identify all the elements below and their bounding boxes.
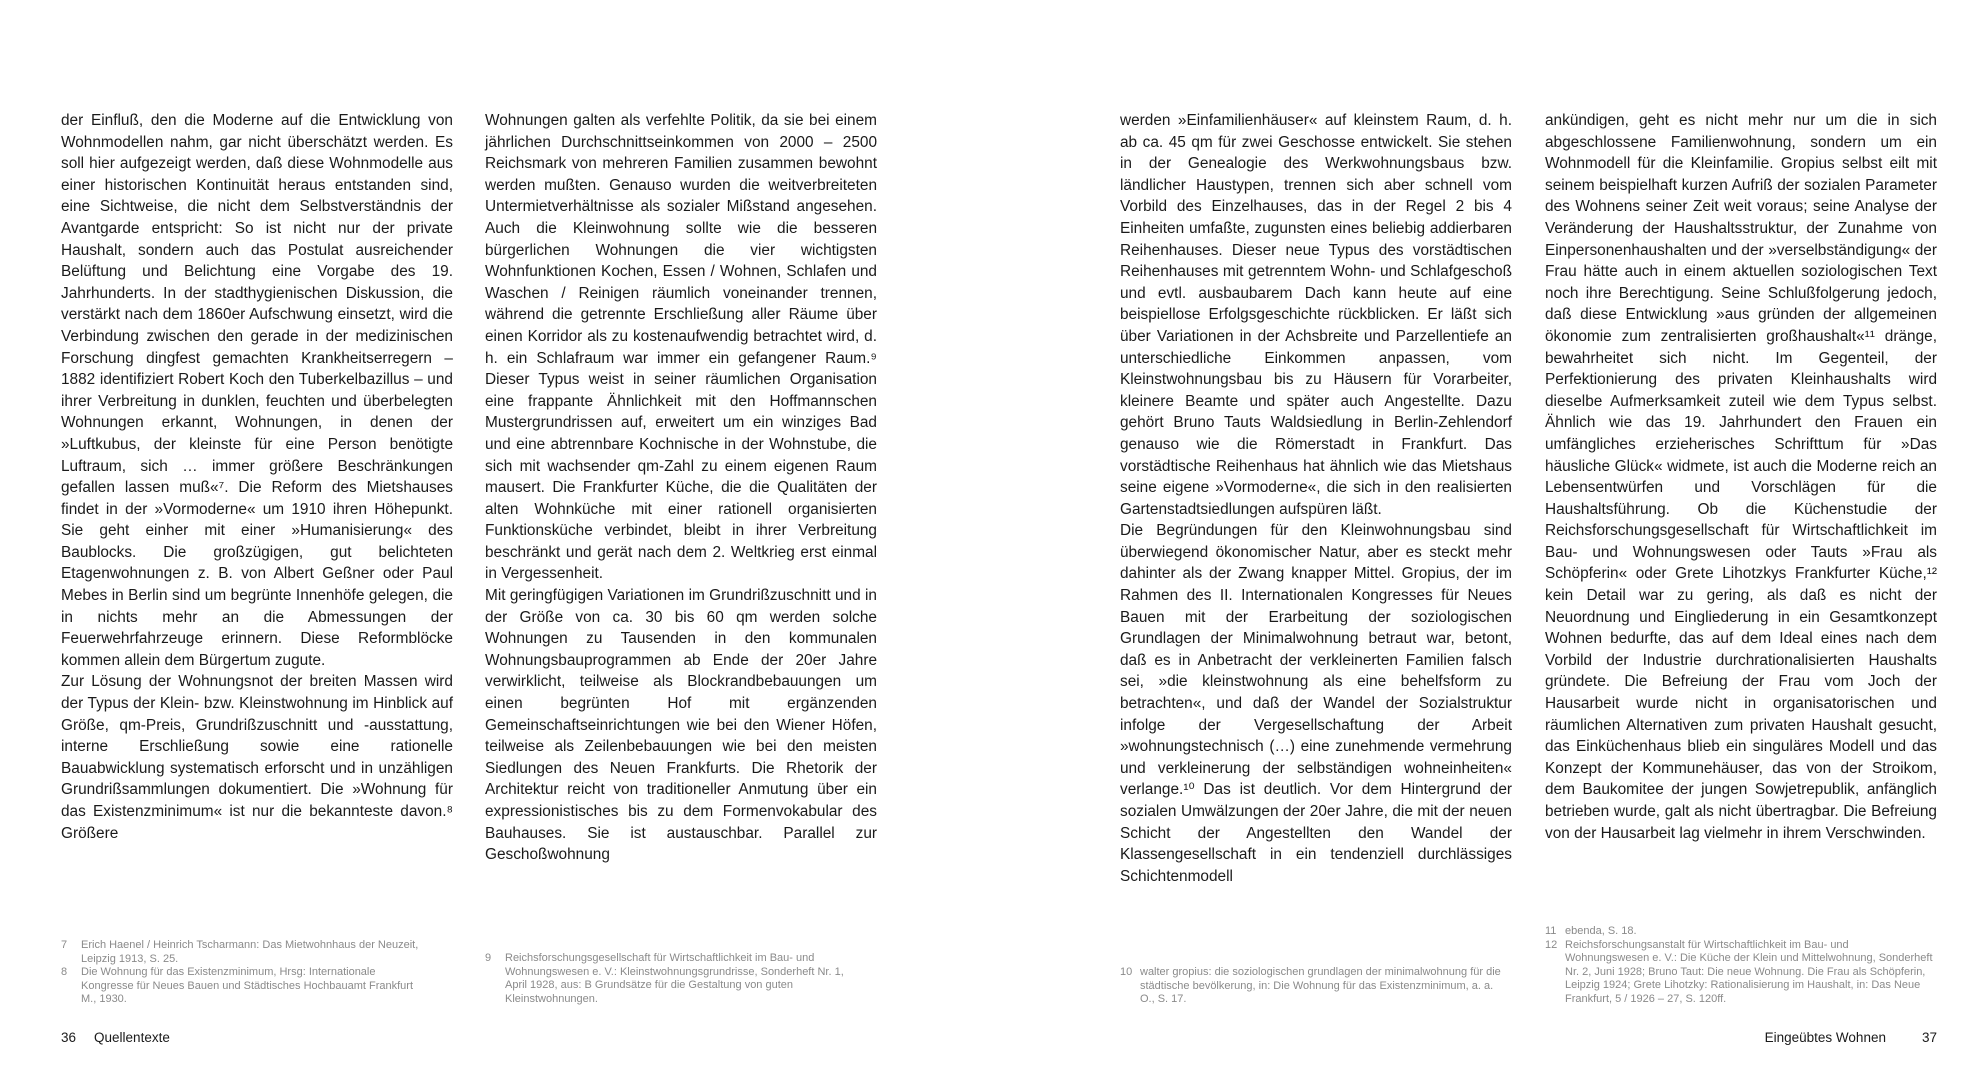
footnote xyxy=(1545,939,1935,1007)
footnote-text: Die Wohnung für das Existenzminimum, Hrsg: Internationale Kongresse für Neues Bauen und Städtisches Hochbauamt Frankfurt M., 1930. xyxy=(81,966,414,1006)
body-column-4 xyxy=(1545,110,1937,844)
footnote-number: 10 xyxy=(1120,966,1133,978)
paragraph: Zur Lösung der Wohnungsnot der breiten Massen wird der Typus der Klein- bzw. Kleinstwohnung im Hinblick auf Größe, qm-Preis, Grundrißzuschnitt und -ausstattung, interne Erschließung sowie eine rationelle Bauabwicklung systematisch erforscht und in unzähligen Grundrißsammlungen dokumentiert. Die »Wohnung für das Existenzminimum« ist nur die bekannteste davon.⁸ Größere xyxy=(61,673,453,842)
footnote xyxy=(61,966,431,1007)
body-column-2 xyxy=(485,110,877,866)
footnote xyxy=(61,939,431,966)
footnote-number: 8 xyxy=(61,966,68,979)
folio-left xyxy=(61,1030,170,1046)
footnote xyxy=(1120,966,1510,1007)
paragraph: Die Begründungen für den Kleinwohnungsbau sind überwiegend ökonomischer Natur, aber es steckt mehr dahinter als der Zwang knapper Mittel. Gropius, der im Rahmen des II. Internationalen Kongresses für Neues Bauen mit der Erarbeitung der soziologischen Grundlagen der Minimalwohnung betraut war, betont, daß es in Anbetracht der verkleinerten Familien falsch sei, »die kleinstwohnung als eine behelfsform zu betrachten«, und daß der Wandel der Sozialstruktur infolge der Vergesellschaftung der Arbeit »wohnungstechnisch (…) eine zunehmende vermehrung und verkleinerung der selbständigen wohneinheiten« verlange.¹⁰ Das ist deutlich. Vor dem Hintergrund der sozialen Umwälzungen der 20er Jahre, die mit der neuen Schicht der Angestellten den Wandel der Klassengesellschaft in ein tendenziell durchlässiges Schichtenmodell xyxy=(1120,522,1512,885)
paragraph: ankündigen, geht es nicht mehr nur um die in sich abgeschlossene Familienwohnung, sondern um ein Wohnmodell für die Kleinfamilie. Gropius selbst eilt mit seinem beispielhaft kurzen Aufriß der sozialen Parameter des Wohnens seiner Zeit weit voraus; seine Analyse der Veränderung der Haushaltsstruktur, der Zunahme von Einpersonenhaushalten und der »verselbständigung« der Frau hätte auch in einem aktuellen soziologischen Text noch ihre Berechtigung. Seine Schlußfolgerung jedoch, daß diese Entwicklung »aus gründen der allgemeinen ökonomie zum zentralisierten großhaushalt«¹¹ dränge, bewahrheitet sich nicht. Im Gegenteil, der Perfektionierung des privaten Kleinhaushalts wird dieselbe Aufmerksamkeit zuteil wie dem Typus selbst. Ähnlich wie das 19. Jahrhundert den Frauen ein umfängliches erzieherisches Schrifttum für »Das häusliche Glück« widmete, ist auch die Moderne reich an Lebensentwürfen und Vorschlägen für die Haushaltsführung. Ob die Küchenstudie der Reichsforschungsgesellschaft für Wirtschaftlichkeit im Bau- und Wohnungswesen oder Tauts »Frau als Schöpferin« oder Grete Lihotzkys Frankfurter Küche,¹² kein Detail war zu gering, als daß es nicht der Neuordnung und Eingliederung in ein Gesamtkonzept Wohnen bedurfte, das auf dem Ideal eines nach dem Vorbild der Industrie durchrationalisierten Haushalts gründete. Die Befreiung der Frau vom Joch der Hausarbeit wurde nicht in organisatorischen und räumlichen Alternativen zum privaten Haushalt gesucht, das Einküchenhaus blieb ein singuläres Modell und das Konzept der Kommunehäuser, das von der Stroikom, dem Baukomitee der jungen Sowjetrepublik, anfänglich betrieben wurde, galt als nicht übertragbar. Die Befreiung von der Hausarbeit lag vielmehr in ihrem Verschwinden. xyxy=(1545,112,1937,842)
footnote-text: Reichsforschungsgesellschaft für Wirtschaftlichkeit im Bau- und Wohnungswesen e. V.: Kleinstwohnungsgrundrisse, Sonderheft Nr. 1, April 1928, aus: B Grundsätze für die Gestaltung von guten Kleinstwohnungen. xyxy=(505,952,844,1005)
paragraph: werden »Einfamilienhäuser« auf kleinstem Raum, d. h. ab ca. 45 qm für zwei Geschosse entwickelt. Sie stehen in der Genealogie des Werkwohnungsbaus bzw. ländlicher Haustypen, trennen sich aber schnell vom Vorbild des Einzelhauses, das in der Regel 2 bis 4 Einheiten umfaßte, zugunsten eines beliebig addierbaren Reihenhauses. Dieser neue Typus des vorstädtischen Reihenhauses mit getrenntem Wohn- und Schlafgeschoß und evtl. ausbaubarem Dach kann heute auf eine beispiellose Erfolgsgeschichte rückblicken. Er läßt sich über Variationen in der Achsbreite und Parzellentiefe an unterschiedliche Einkommen anpassen, vom Kleinstwohnungsbau bis zu Häusern für Vorarbeiter, kleinere Beamte und später auch Angestellte. Dazu gehört Bruno Tauts Waldsiedlung in Berlin-Zehlendorf genauso wie die Römerstadt in Frankfurt. Das vorstädtische Reihenhaus hat ähnlich wie das Mietshaus seine eigene »Vormoderne«, die sich in den realisierten Gartenstadtsiedlungen aufspüren läßt. xyxy=(1120,112,1512,518)
folio-right xyxy=(1765,1030,1937,1046)
footnotes-column-1 xyxy=(61,939,431,1007)
footnote-text: ebenda, S. 18. xyxy=(1565,925,1637,937)
footnote-text: Erich Haenel / Heinrich Tscharmann: Das Mietwohnhaus der Neuzeit, Leipzig 1913, S. 25. xyxy=(81,939,419,965)
page-number: 36 xyxy=(61,1030,77,1045)
footnote-number: 9 xyxy=(485,952,492,964)
footnote-text: walter gropius: die soziologischen grundlagen der minimalwohnung für die städtische bevölkerung, in: Die Wohnung für das Existenzminimum, a. a. O., S. 17. xyxy=(1140,966,1501,1006)
footnote-number: 11 xyxy=(1545,925,1557,937)
footnote xyxy=(485,952,865,1006)
paragraph: Mit geringfügigen Variationen im Grundrißzuschnitt und in der Größe von ca. 30 bis 60 qm werden solche Wohnungen zu Tausenden in den kommunalen Wohnungsbauprogrammen ab Ende der 20er Jahre verwirklicht, teilweise als Blockrandbebauungen um einen begrünten Hof mit ergänzenden Gemeinschaftseinrichtungen wie bei den Wiener Höfen, teilweise als Zeilenbebauungen wie bei den meisten Siedlungen des Neuen Frankfurts. Die Rhetorik der Architektur reicht von traditioneller Anmutung über ein expressionistisches bis zu dem Formenvokabular des Bauhauses. Sie ist austauschbar. Parallel zur Geschoßwohnung xyxy=(485,587,877,864)
body-column-3 xyxy=(1120,110,1512,887)
page-number: 37 xyxy=(1921,1030,1937,1045)
paragraph: der Einfluß, den die Moderne auf die Entwicklung von Wohnmodellen nahm, gar nicht überschätzt werden. Es soll hier aufgezeigt werden, daß diese Wohnmodelle aus einer historischen Kontinuität heraus entstanden sind, eine Sichtweise, die nicht dem Selbstverständnis der Avantgarde entspricht: So ist nicht nur der private Haushalt, sondern auch das Postulat ausreichender Belüftung und Belichtung eine Vorgabe des 19. Jahrhunderts. In der stadthygienischen Diskussion, die verstärkt nach dem 1860er Aufschwung einsetzt, wird die Verbindung zwischen den gerade in der medizinischen Forschung dingfest gemachten Krankheitserregern – 1882 identifiziert Robert Koch den Tuberkelbazillus – und ihrer Verbreitung in dunklen, feuchten und überbelegten Wohnungen erkannt, Wohnungen, in denen der »Luftkubus, der kleinste für eine Person benötigte Luftraum, sich … immer größere Beschränkungen gefallen lassen muß«⁷. Die Reform des Mietshauses findet in der »Vormoderne« um 1910 ihren Höhepunkt. Sie geht einher mit einer »Humanisierung« des Baublocks. Die großzügigen, gut belichteten Etagenwohnungen z. B. von Albert Geßner oder Paul Mebes in Berlin sind um begrünte Innenhöfe gelegen, die in nichts mehr an die Abmessungen der Feuerwehrfahrzeuge erinnern. Diese Reformblöcke kommen allein dem Bürgertum zugute. xyxy=(61,112,453,669)
footnote-text: Reichsforschungsanstalt für Wirtschaftlichkeit im Bau- und Wohnungswesen e. V.: Die Küche der Klein und Mittelwohnung, Sonderheft Nr. 2, Juni 1928; Bruno Taut: Die neue Wohnung. Die Frau als Schöpferin, Leipzig 1924; Grete Lihotzky: Rationalisierung im Haushalt, in: Das Neue Frankfurt, 5 / 1926 – 27, S. 120ff. xyxy=(1565,938,1933,1005)
footnotes-column-2 xyxy=(485,952,865,1006)
footnote-number: 7 xyxy=(61,939,68,951)
footnotes-column-4 xyxy=(1545,925,1935,1007)
footnote-number: 12 xyxy=(1545,938,1558,951)
footnotes-column-3 xyxy=(1120,966,1510,1007)
footnote xyxy=(1545,925,1935,939)
running-title: Eingeübtes Wohnen xyxy=(1764,1030,1886,1045)
paragraph: Wohnungen galten als verfehlte Politik, da sie bei einem jährlichen Durchschnittseinkommen von 2000 – 2500 Reichsmark von mehreren Familien zusammen bewohnt werden mußten. Genauso wurden die weitverbreiteten Untermietverhältnisse als sozialer Mißstand angesehen. Auch die Kleinwohnung sollte wie die besseren bürgerlichen Wohnungen die vier wichtigsten Wohnfunktionen Kochen, Essen / Wohnen, Schlafen und Waschen / Reinigen räumlich voneinander trennen, während die getrennte Erschließung aller Räume über einen Korridor als zu kostenaufwendig betrachtet wird, d. h. ein Schlafraum war immer ein gefangener Raum.⁹ Dieser Typus weist in seiner räumlichen Organisation eine frappante Ähnlichkeit mit den Hoffmannschen Mustergrundrissen auf, erweitert um ein winziges Bad und eine abtrennbare Kochnische in der Wohnstube, die sich mit wachsender qm-Zahl zu einem eigenen Raum mausert. Die Frankfurter Küche, die die Qualitäten der alten Wohnküche mit einer rationell organisierten Funktionsküche verbindet, bleibt in ihrer Verbreitung beschränkt und gerät nach dem 2. Weltkrieg erst einmal in Vergessenheit. xyxy=(485,112,877,583)
body-column-1 xyxy=(61,110,453,844)
running-title: Quellentexte xyxy=(94,1030,170,1045)
right-page xyxy=(992,0,1984,1086)
